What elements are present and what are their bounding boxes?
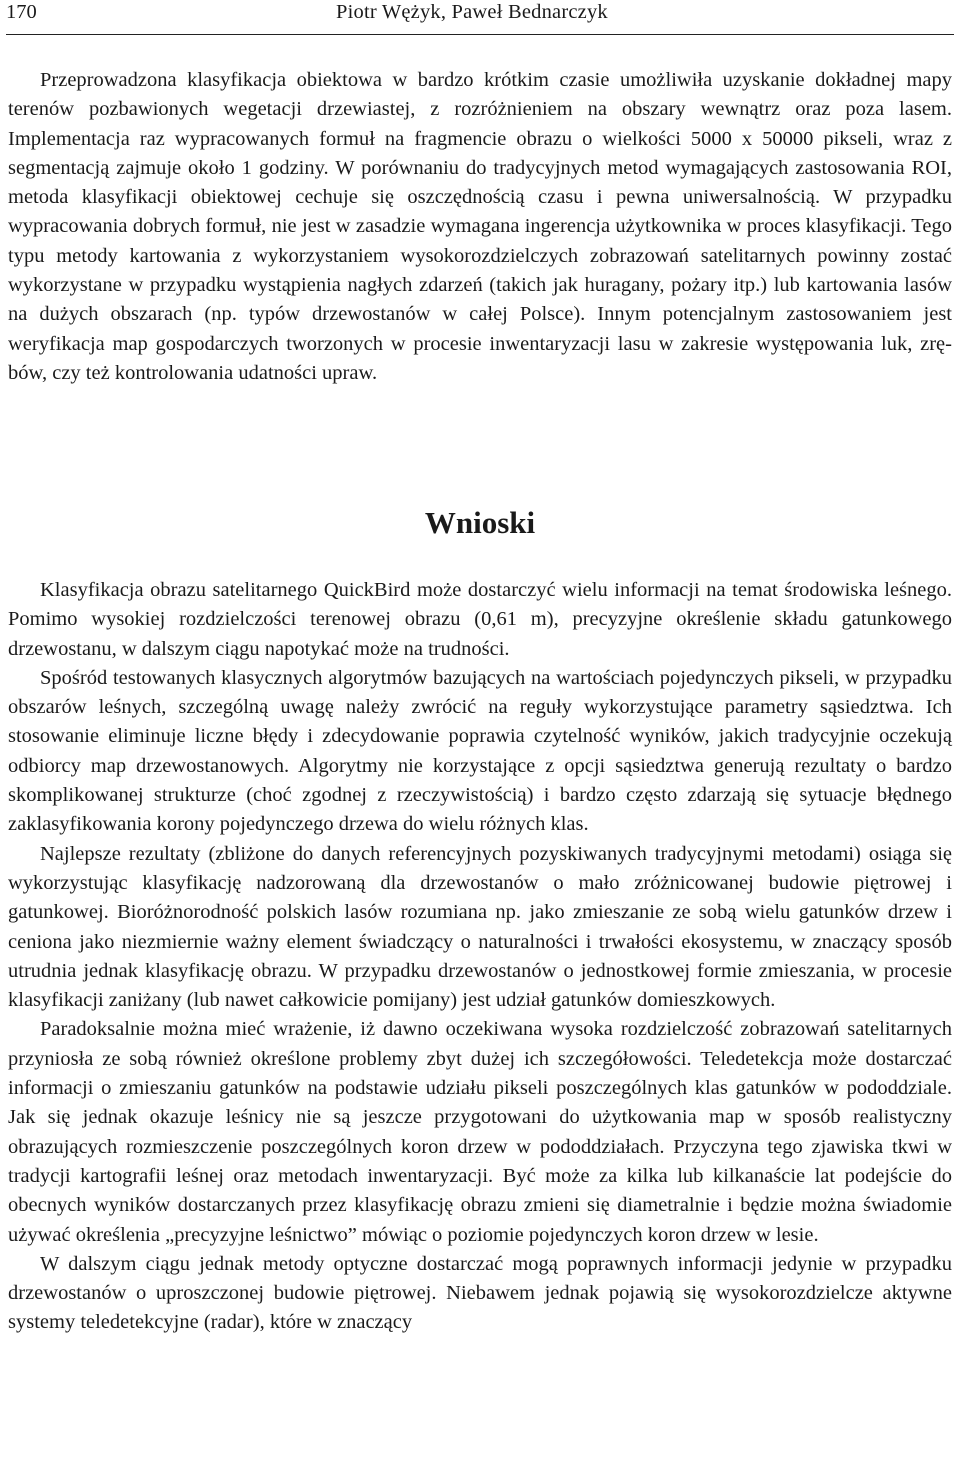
conclusions-paragraph-5: W dalszym ciągu jednak metody optyczne dostarczać mogą poprawnych informacji jedynie w przypadku drzewostanów o uproszczonej budowie piętrowej. Niebawem jednak pojawią się wysokorozdzielcze aktywne systemy teledetekcyjne (radar), które w znaczący xyxy=(8,1252,952,1334)
section-heading-wnioski: Wnioski xyxy=(424,505,536,540)
header-authors: Piotr Wężyk, Paweł Bednarczyk xyxy=(336,1,608,23)
conclusions-paragraph-3: Najlepsze rezultaty (zbliżone do danych referencyjnych pozyskiwanych tradycyjnymi metodami) osiąga się wykorzystując klasyfikację nadzorowaną dla drzewostanów o mało zróżnicowanej budowie piętrowej i gatunkowej. Bioróżnorodność polskich lasów rozumiana np. jako zmieszanie ze sobą wielu gatunków drzew i ceniona jako niezmiernie ważny element świadczący o naturalności i trwałości ekosystemu, w znaczący sposób utrudnia jednak klasyfikację obrazu. W przypadku drzewostanów o jednostkowej formie zmieszania, w procesie klasyfikacji zaniżany (lub nawet całkowicie pomijany) jest udział gatunków domieszkowych. xyxy=(8,842,952,1012)
conclusions-paragraph-4: Paradoksalnie można mieć wrażenie, iż dawno oczekiwana wysoka rozdzielczość zobrazowań satelitarnych przyniosła ze sobą również określone problemy zbyt dużej ich szczegółowości. Teledetekcja może dostarczać informacji o zmieszaniu gatunków na podstawie udziału pikseli poszczególnych klas gatunków w pododdziale. Jak się jednak okazuje leśnicy nie są jeszcze przygotowani do użytkowania map w sposób realistyczny obrazujących rozmieszczenie poszczególnych koron drzew w pododdziałach. Przyczyna tego zjawiska tkwi w tradycji kartografii leśnej oraz metodach inwentaryzacji. Być może za kilka lub kilkanaście lat podejście do obecnych wyników dostarczanych przez klasyfikację obrazu zmieni się diametralnie i będzie można świadomie używać określenia „precyzyjne leśnictwo” mówiąc o poziomie pojedynczych koron drzew w lesie. xyxy=(8,1018,952,1246)
conclusions-paragraph-2: Spośród testowanych klasycznych algorytmów bazujących na wartościach pojedynczych pikseli, w przypadku obszarów leśnych, szczególną uwagę należy zwrócić na reguły wykorzystujące parametry sąsiedztwa. Ich stosowanie eliminuje liczne błędy i zdecydowanie poprawia czytelność wyników, jakich tradycyjnie oczekują odbiorcy map drzewostanowych. Algorytmy nie korzystające z opcji sąsiedztwa generują rezultaty o bardzo skomplikowanej strukturze (choć zgodnej z rzeczywistością) i bardzo często zdarzają się sytuacje błędnego zaklasyfikowania korony pojedynczego drzewa do wielu różnych klas. xyxy=(8,666,952,836)
conclusions-section xyxy=(8,576,952,1338)
intro-section xyxy=(8,66,952,388)
running-header xyxy=(6,0,954,35)
intro-paragraph-1: Przeprowadzona klasyfikacja obiektowa w bardzo krótkim czasie umożliwiła uzyskanie dokładnej mapy terenów pozbawionych wegetacji drzewiastej, z rozróżnieniem na obszary wewnątrz oraz poza lasem. Implementacja raz wypracowanych formuł na fragmencie obrazu o wielkości 5000 x 50000 pikseli, wraz z segmentacją zajmuje około 1 godziny. W porównaniu do tradycyjnych metod wymagających zastosowania ROI, metoda klasyfikacji obiektowej cechuje się oszczędnością czasu i pewna uniwersalnością. W przypadku wypracowania dobrych formuł, nie jest w zasadzie wymagana ingerencja użytkownika w proces klasyfikacji. Tego typu metody kartowania z wykorzystaniem wysokorozdzielczych zobrazowań satelitarnych powinny zostać wykorzystane w przypadku wystąpienia nagłych zdarzeń (takich jak huragany, pożary itp.) lub kartowania lasów na dużych obszarach (np. typów drzewostanów w całej Polsce). Innym potencjalnym zastosowaniem jest weryfikacja map gospodarczych tworzonych w procesie inwentaryzacji lasu w zakresie występowania luk, zrębów, czy też kontrolowania udatności upraw. xyxy=(8,69,952,384)
page-number: 170 xyxy=(6,1,37,23)
conclusions-paragraph-1: Klasyfikacja obrazu satelitarnego QuickBird może dostarczyć wielu informacji na temat środowiska leśnego. Pomimo wysokiej rozdzielczości terenowej obrazu (0,61 m), precyzyjne określenie składu gatunkowego drzewostanu, w dalszym ciągu napotykać może na trudności. xyxy=(8,579,952,660)
